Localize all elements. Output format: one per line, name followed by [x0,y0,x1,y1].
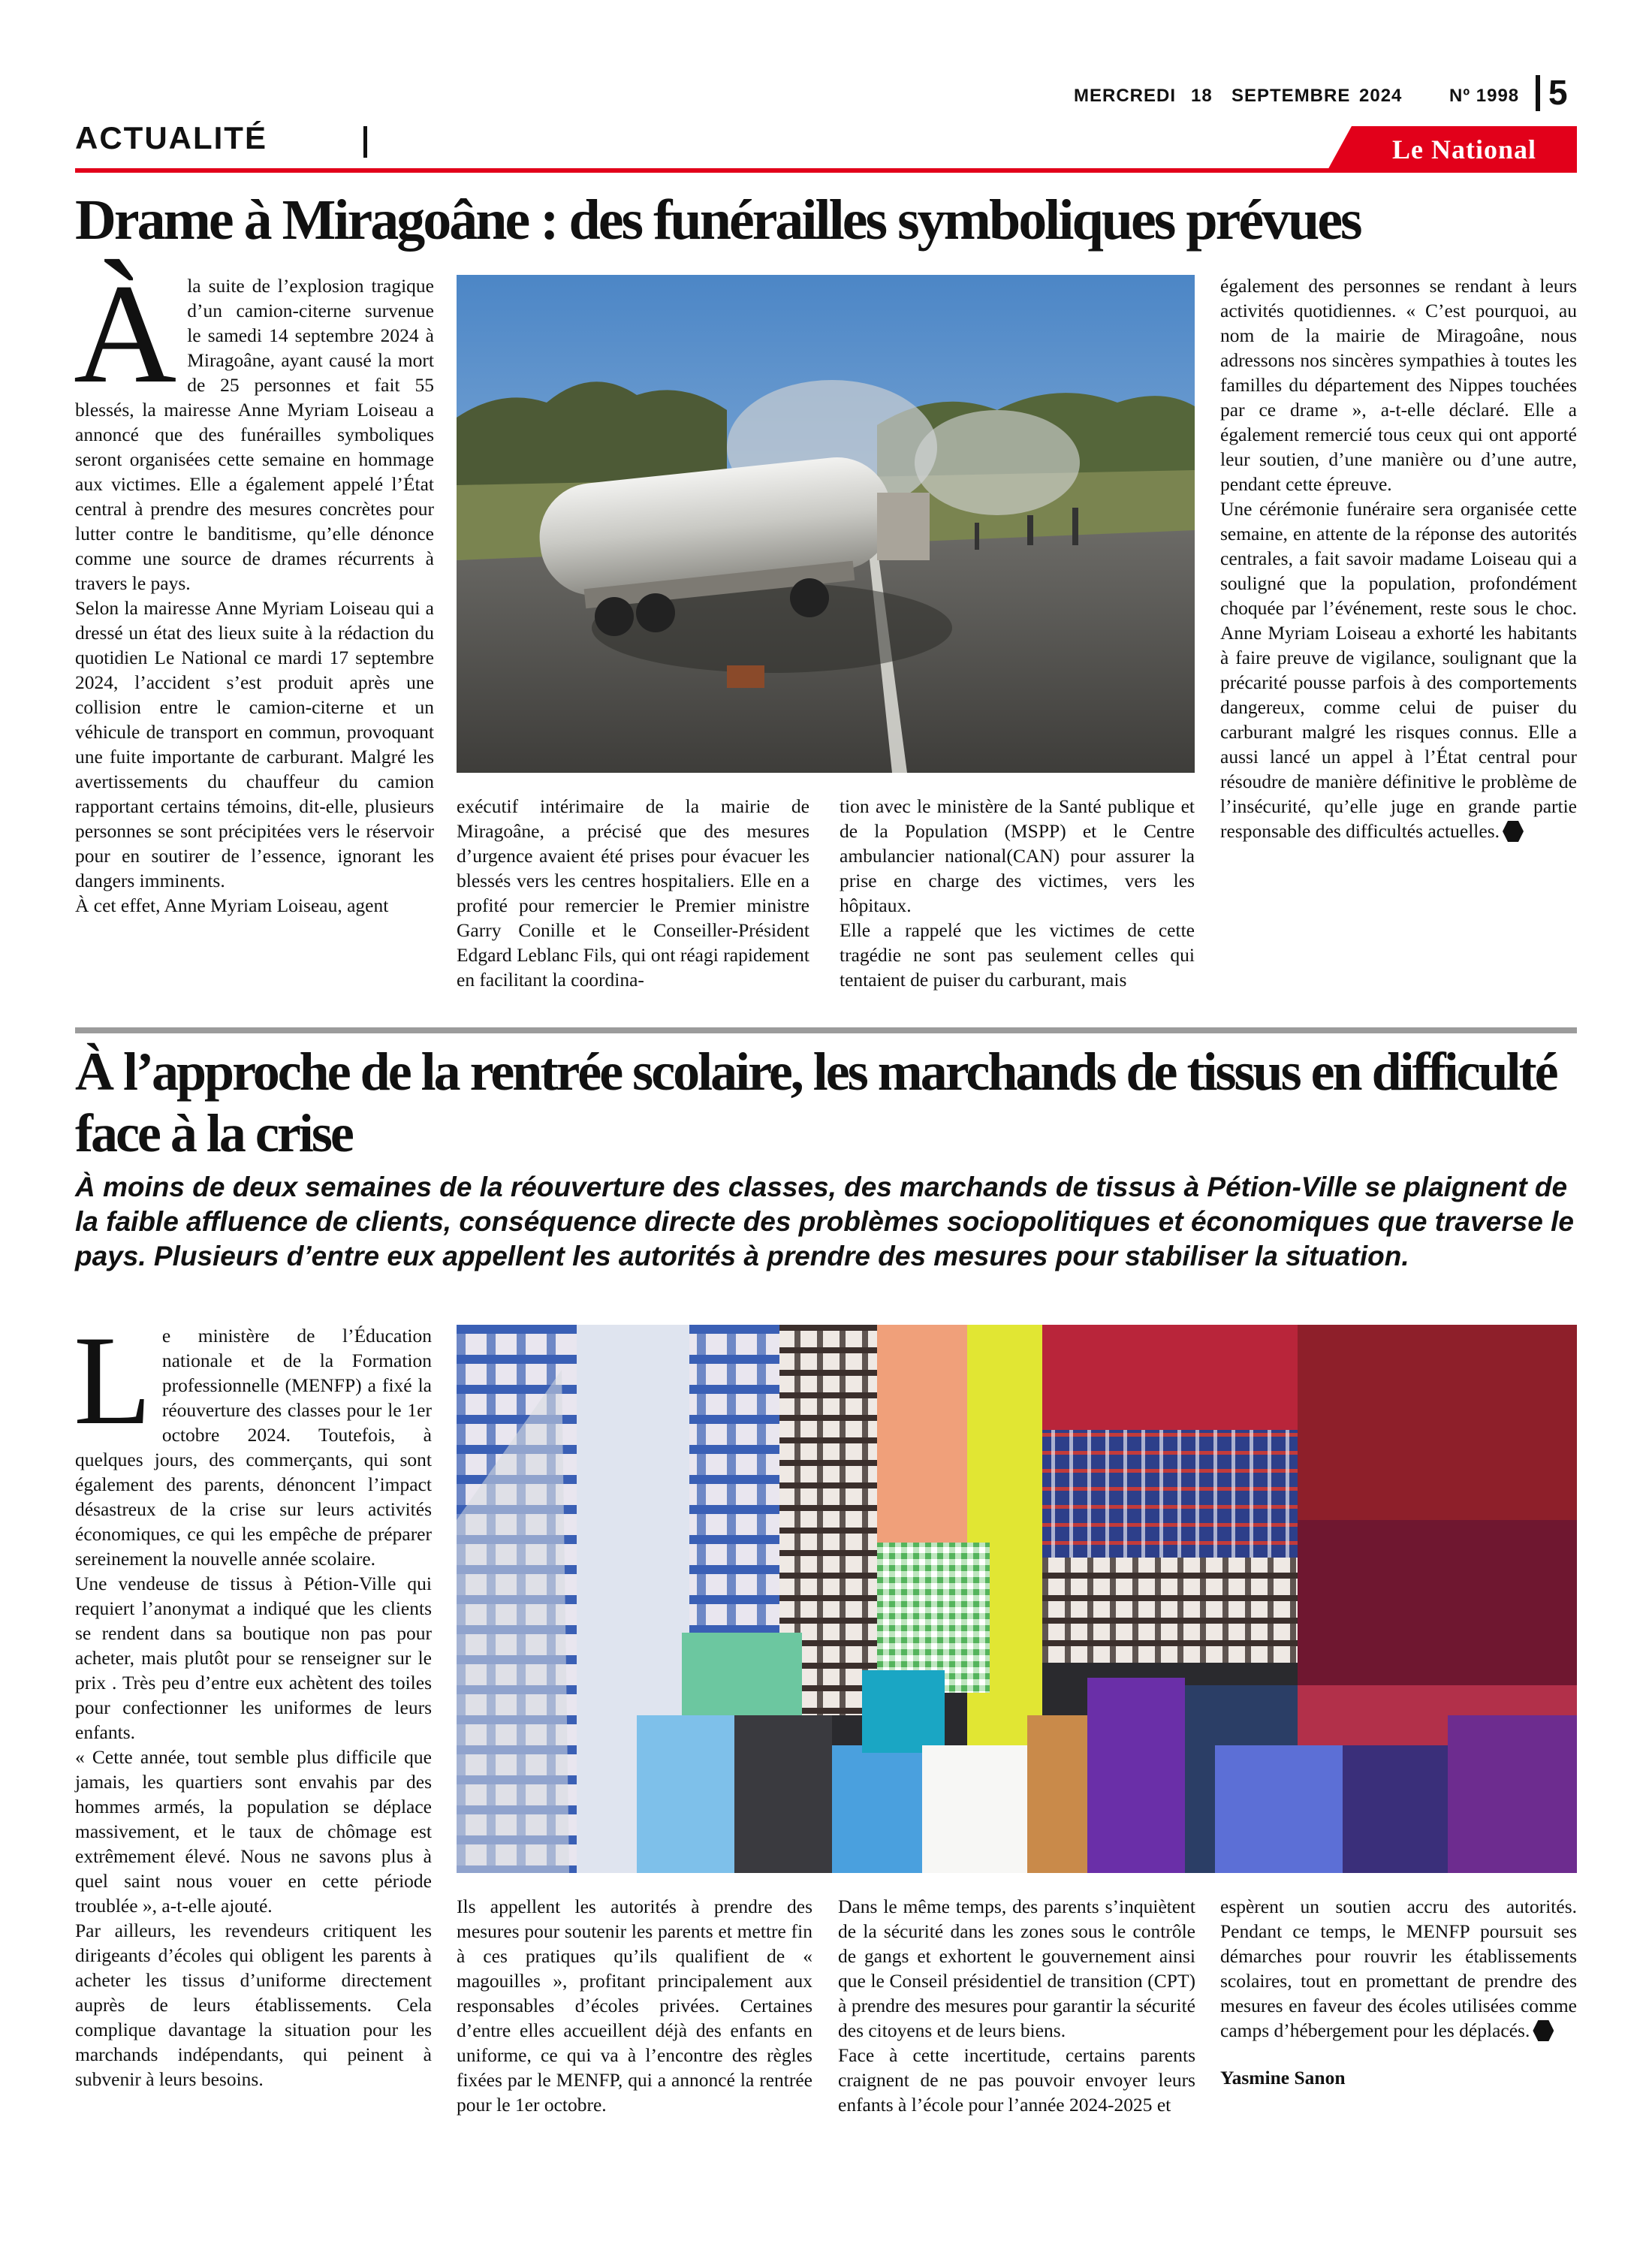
article2-paragraph-text: e ministère de l’Éducation nationale et de la Formation professionnelle (MENFP) a fixé la réouverture des classes pour le 1er octobre 2024. Toutefois, à quelques jours, des commerçants, qui sont également des parents, dénoncent l’impact désastreux de la crise sur leurs activités économiques, ce qui les empêche de préparer sereinement la nouvelle année scolaire. [75,1325,432,1570]
article1-column-2 [457,794,809,992]
article1-paragraph: tion avec le ministère de la Santé publique et de la Population (MSPP) et le Centre ambulancier national(CAN) pour assurer la prise en charge des victimes, vers les hôpitaux. [840,795,1195,916]
article1-column-3 [840,794,1195,992]
article1-paragraph-text: la suite de l’explosion tragique d’un camion-citerne survenue le samedi 14 septembre 2024 à Miragoâne, ayant causé la mort de 25 personnes et fait 55 blessés, la mairesse Anne Myriam Loiseau a annoncé que des funérailles symboliques seront organisées cette semaine en hommage aux victimes. Elle a également appelé l’État central à prendre des mesures concrètes pour lutter contre le banditisme, qu’elle dénonce comme une source de drames récurrents à travers le pays. [75,275,434,594]
article2-column-1 [74,1310,432,2092]
article-end-icon [1503,821,1524,842]
article2-paragraph: Face à cette incertitude, certains parents craignent de ne pas pouvoir envoyer leurs enfants à l’école pour l’année 2024-2025 et [838,2044,1195,2116]
article1-column-1 [74,255,434,918]
article2-column-3 [838,1894,1195,2117]
article2-paragraph: Une vendeuse de tissus à Pétion-Ville qui requiert l’anonymat a indiqué que les clients se rendent dans sa boutique non pas pour acheter, mais plutôt pour se renseigner sur le prix . Très peu d’entre eux achètent des toiles pour confectionner les uniformes de leurs enfants. [75,1573,432,1743]
byline: Yasmine Sanon [1220,2067,1346,2089]
article2-paragraph: Dans le même temps, des parents s’inquiètent de la sécurité dans les zones sous le contrôle de gangs et exhortent le gouvernement ainsi que le Conseil présidentiel de transition (CPT) à prendre des mesures pour garantir la sécurité des citoyens et de leurs biens. [838,1896,1195,2041]
dateline-day: MERCREDI [1074,86,1177,106]
article2-headline: À l’approche de la rentrée scolaire, les marchands de tissus en difficulté face à la crise [75,1042,1557,1163]
article2-column-2 [457,1894,812,2117]
article1-paragraph [1220,496,1577,843]
dateline-date-day: 18 [1191,86,1213,106]
brand-box [1352,126,1577,173]
article1-dropcap: À [74,255,177,413]
article2-paragraph [1220,1894,1577,2043]
dateline [1074,83,1524,110]
article2-paragraph: Par ailleurs, les revendeurs critiquent les dirigeants d’écoles qui obligent les parents à acheter les tissus d’uniforme directement auprès de leurs établissements. Cela complique davantage la situation pour les marchands indépendants, qui peinent à subvenir à leurs besoins. [75,1920,432,2090]
article1-column-4 [1220,273,1577,843]
fabric-rolls-illustration [457,1325,1577,1873]
article1-paragraph: exécutif intérimaire de la mairie de Miragoâne, a précisé que des mesures d’urgence avaient été prises pour évacuer les blessés vers les centres hospitaliers. Elle en a profité pour remercier le Premier ministre Garry Conille et le Conseiller-Président Edgard Leblanc Fils, qui ont réagi rapidement en facilitant la coordina- [457,795,809,991]
section-divider [363,126,367,158]
brand-name: Le National [1391,134,1536,164]
fabric-rolls-photo [457,1325,1577,1873]
dateline-month: SEPTEMBRE [1231,86,1351,106]
section-label: ACTUALITÉ [75,120,267,155]
article2-column-4 [1220,1894,1577,2090]
article1-paragraph-text: Une cérémonie funéraire sera organisée cette semaine, en attente de la réponse des autorités centrales, a fait savoir madame Loiseau qui a souligné que la population, profondément choquée par l’événement, reste sous le choc. Anne Myriam Loiseau a exhorté les habitants à faire preuve de vigilance, soulignant que la précarité pousse parfois à des comportements dangereux, comme celui de puiser du carburant malgré les risques connus. Elle a aussi lancé un appel à l’État central pour résoudre de manière définitive le problème de l’insécurité, qu’elle juge en grande partie responsable des difficultés actuelles. [1220,498,1577,842]
article-separator [75,1027,1577,1033]
article2-paragraph-text: espèrent un soutien accru des autorités. Pendant ce temps, le MENFP poursuit ses démarches pour rouvrir les établissements scolaires, tout en promettant de prendre des mesures en faveur des écoles utilisées comme camps d’hébergement pour les déplacés. [1220,1896,1577,2041]
article1-paragraph: À cet effet, Anne Myriam Loiseau, agent [75,894,389,916]
article2-paragraph: « Cette année, tout semble plus difficile que jamais, les quartiers sont envahis par des hommes armés, la population se déplace massivement, et le taux de chômage est extrêmement élevé. Nous ne savons plus à quel saint nous vouer en cette période troublée », a-t-elle ajouté. [75,1746,432,1917]
article2-paragraph [74,1310,432,1571]
article2-paragraph: Ils appellent les autorités à prendre des mesures pour soutenir les parents et mettre fin à ces pratiques qu’ils qualifient de « magouilles », profitant principalement aux responsables d’écoles privées. Certaines d’entre elles accueillent déjà des enfants en uniforme, ce qui va à l’encontre des règles fixées par le MENFP, qui a annoncé la rentrée pour le 1er octobre. [457,1896,812,2116]
article1-paragraph: également des personnes se rendant à leurs activités quotidiennes. « C’est pourquoi, au nom de la mairie de Miragoâne, nous adressons nos sincères sympathies à toutes les familles du département des Nippes touchées par ce drame », a-t-elle déclaré. Elle a également remercié tous ceux qui ont apporté leur soutien, d’une manière ou d’une autre, pendant cette épreuve. [1220,275,1577,495]
issue-number: Nº 1998 [1449,86,1520,106]
article1-headline: Drame à Miragoâne : des funérailles symboliques prévues [75,189,1361,252]
brand-box-slant [1326,126,1352,173]
article1-paragraph: Selon la mairesse Anne Myriam Loiseau qui a dressé un état des lieux suite à la rédaction du quotidien Le National ce mardi 17 septembre 2024, l’accident s’est produit après une collision entre le camion-citerne et un véhicule de transport en commun, provoquant une fuite importante de carburant. Malgré les avertissements du chauffeur du camion rapportant certains témoins, dit-elle, plusieurs personnes se sont précipitées vers le réservoir pour en soutirer de l’essence, ignorant les dangers imminents. [75,597,434,891]
article1-paragraph [74,255,434,596]
tanker-explosion-illustration [457,275,1195,773]
article1-paragraph: Elle a rappelé que les victimes de cette tragédie ne sont pas seulement celles qui tentaient de puiser du carburant, mais [840,919,1195,991]
article-end-icon [1533,2020,1554,2041]
page-separator [1536,75,1540,111]
page-number: 5 [1548,73,1568,112]
article2-lede: À moins de deux semaines de la réouverture des classes, des marchands de tissus à Pétion-Ville se plaignent de la faible affluence de clients, conséquence directe des problèmes sociopolitiques et économiques que traverse le pays. Plusieurs d’entre eux appellent les autorités à prendre des mesures pour stabiliser la situation. [75,1172,1574,1271]
dateline-year: 2024 [1359,86,1403,106]
article2-dropcap: L [74,1310,152,1451]
article2-byline-row [1220,2065,1577,2090]
tanker-explosion-photo [457,275,1195,773]
